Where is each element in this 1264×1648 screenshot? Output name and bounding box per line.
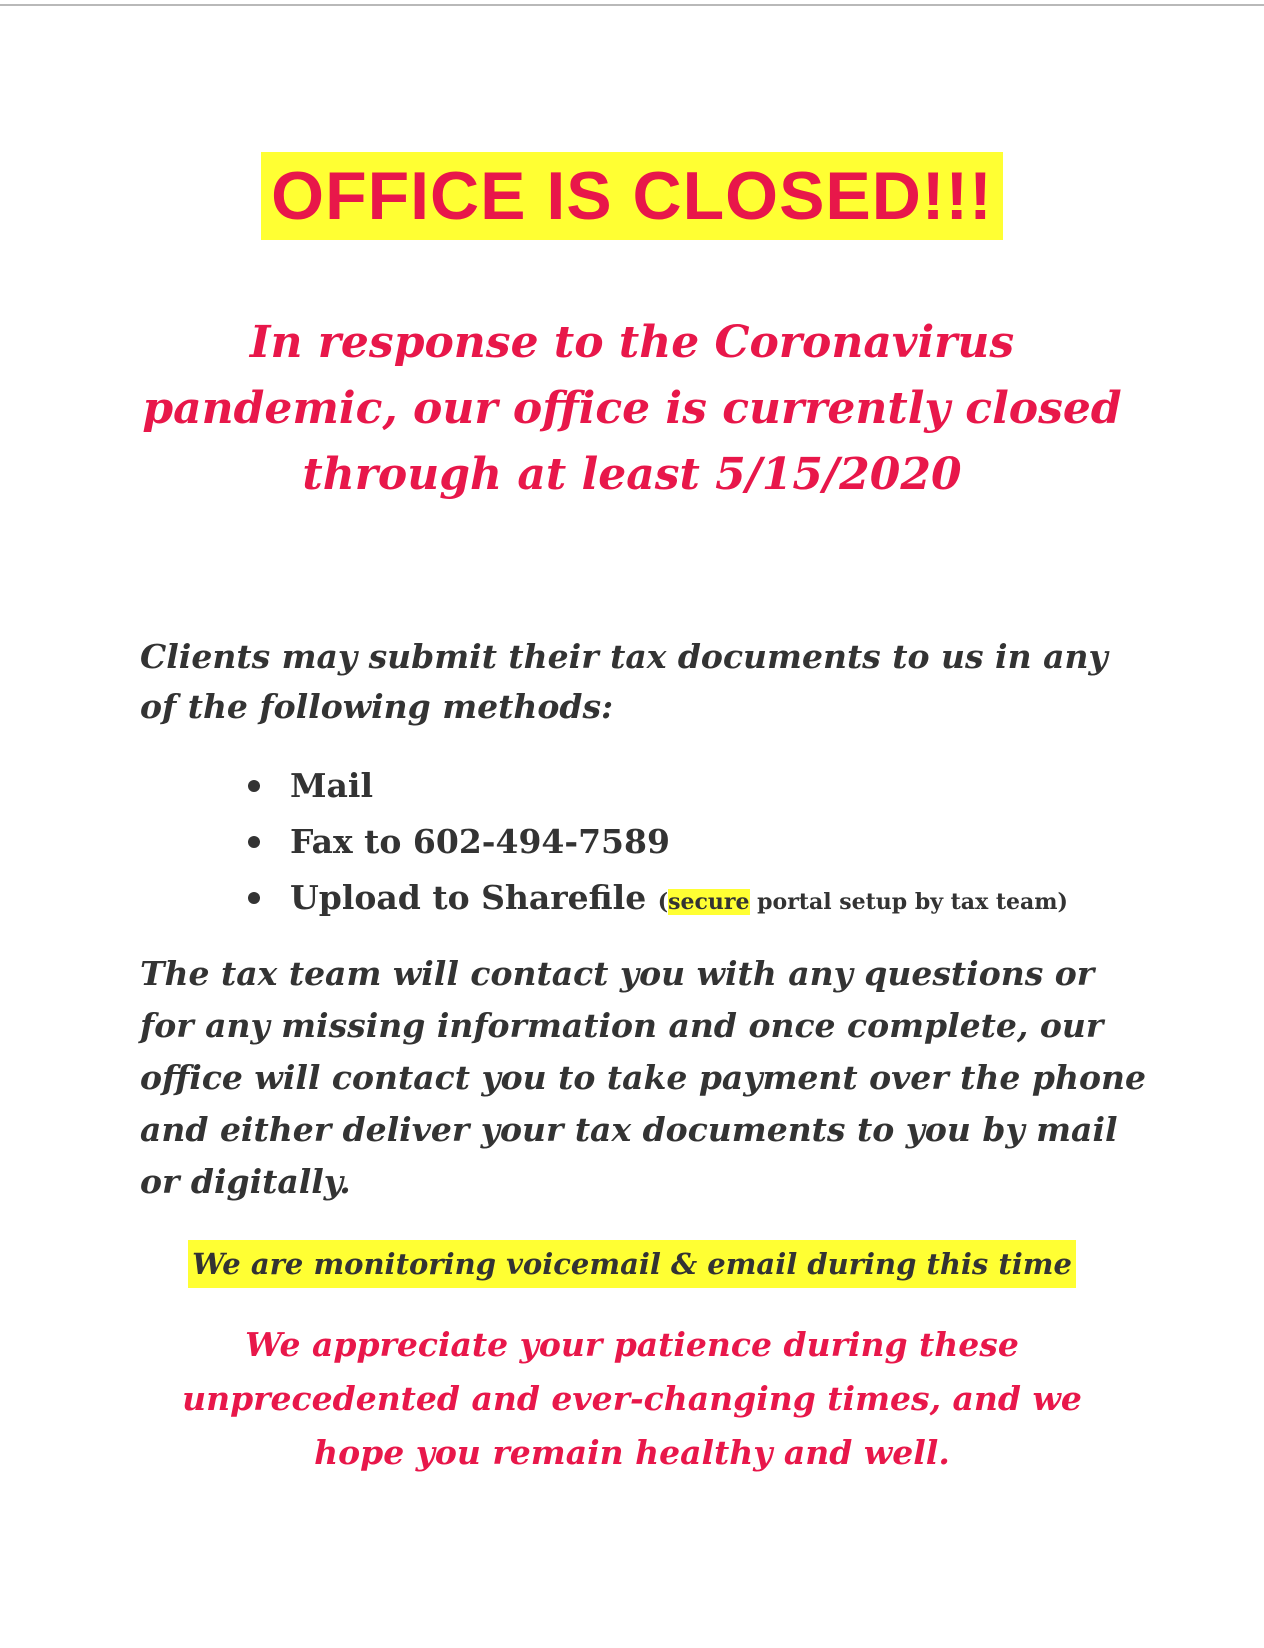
page-top-edge [0,4,1264,6]
list-item [240,814,1140,870]
closing-message: We appreciate your patience during these unprecedented and ever-changing times, and we hope you remain healthy and well. [182,1325,1082,1472]
title-container [0,152,1264,240]
method-label: Fax to 602-494-7589 [290,822,670,861]
secure-highlight: secure [668,889,750,915]
monitoring-notice: We are monitoring voicemail & email during this time [188,1240,1076,1288]
note-open-paren: ( [657,889,669,915]
submission-methods-list [240,758,1140,930]
list-item [240,870,1140,930]
process-description: The tax team will contact you with any questions or for any missing information and once complete, our office will contact you to take payment over the phone and either deliver your tax documents to you by mail or digitally. [140,954,1146,1201]
method-label: Upload to Sharefile [290,878,647,917]
bullet-icon [248,836,260,848]
sharefile-note [658,889,1068,915]
intro-text: Clients may submit their tax documents to us in any of the following methods: [140,637,1108,726]
bullet-icon [248,892,260,904]
bullet-icon [248,780,260,792]
method-label: Mail [290,766,373,805]
list-item [240,758,1140,814]
page-title: OFFICE IS CLOSED!!! [261,152,1003,240]
note-rest: portal setup by tax team) [749,889,1068,915]
closure-headline: In response to the Coronavirus pandemic, our office is currently closed through at least 5/15/2020 [142,317,1122,500]
monitoring-notice-container [0,1240,1264,1288]
